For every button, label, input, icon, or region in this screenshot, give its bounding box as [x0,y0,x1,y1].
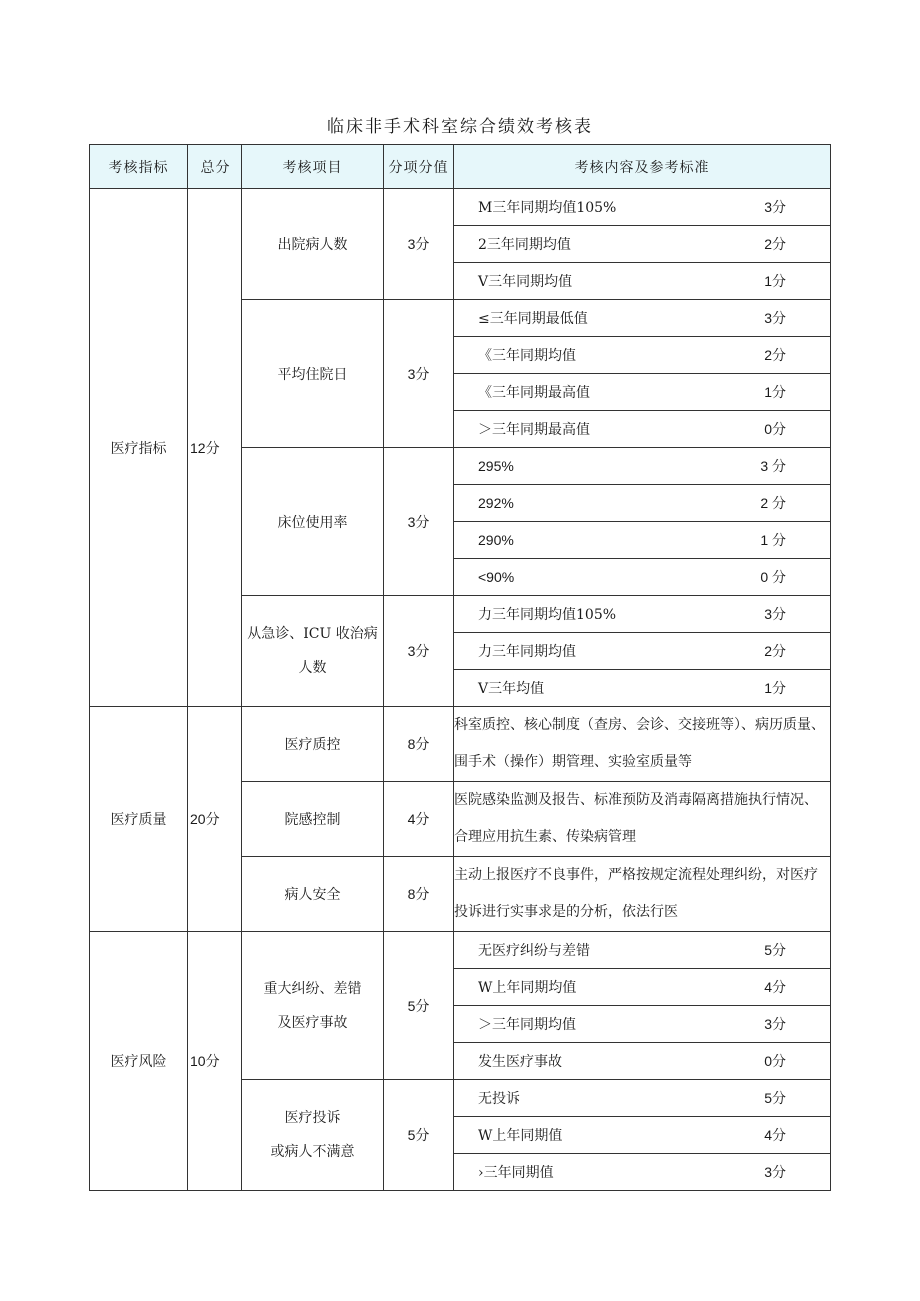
item-name: 平均住院日 [242,300,384,448]
criteria-cell [454,670,831,707]
item-name [242,596,384,707]
criteria-text: V三年均值 [478,681,545,697]
item-name: 病人安全 [242,857,384,932]
item-score: 3分 [384,300,454,448]
item-score: 3分 [384,596,454,707]
header-row [90,145,831,189]
item-name-line1: 医疗投诉 [284,1110,341,1126]
criteria-score: 0分 [764,1053,786,1069]
criteria-cell [454,559,831,596]
indicator-cell: 医疗指标 [90,189,188,707]
criteria-cell [454,374,831,411]
total-cell: 20分 [188,707,242,932]
criteria-cell [454,596,831,633]
item-score: 5分 [384,932,454,1080]
item-name [242,1080,384,1191]
criteria-score: 1分 [764,384,786,400]
criteria-text: 2三年同期均值 [478,237,571,253]
indicator-cell: 医疗风险 [90,932,188,1191]
item-name: 床位使用率 [242,448,384,596]
item-name-line1: 从急诊、ICU 收治病 [247,626,378,642]
criteria-score: 1分 [764,680,786,696]
criteria-text: 295% [478,458,514,474]
header-total: 总分 [188,145,242,189]
criteria-cell [454,969,831,1006]
header-indicator: 考核指标 [90,145,188,189]
item-score: 5分 [384,1080,454,1191]
criteria-cell [454,448,831,485]
criteria-score: 3分 [764,199,786,215]
criteria-score: 5分 [764,942,786,958]
item-name: 出院病人数 [242,189,384,300]
item-name-line2: 及医疗事故 [277,1014,348,1031]
criteria-score: 3分 [764,606,786,622]
criteria-cell [454,411,831,448]
header-item: 考核项目 [242,145,384,189]
criteria-score: 2分 [764,347,786,363]
item-description: 主动上报医疗不良事件，严格按规定流程处理纠纷，对医疗投诉进行实事求是的分析，依法行医 [454,857,831,932]
criteria-text: 《三年同期最高值 [478,385,590,401]
criteria-text: 292% [478,495,514,511]
header-item-score: 分项分值 [384,145,454,189]
criteria-text: V三年同期均值 [478,274,573,290]
criteria-score: 0分 [764,421,786,437]
item-name [242,932,384,1080]
indicator-cell: 医疗质量 [90,707,188,932]
item-score: 8分 [384,707,454,782]
criteria-score: 3分 [764,1164,786,1180]
criteria-cell [454,300,831,337]
criteria-text: W上年同期均值 [478,980,577,996]
criteria-text: ＞三年同期均值 [478,1017,576,1033]
table-row [90,932,831,969]
criteria-cell [454,189,831,226]
item-description: 医院感染监测及报告、标准预防及消毒隔离措施执行情况、合理应用抗生素、传染病管理 [454,782,831,857]
criteria-score: 0 分 [760,569,786,585]
item-name-line1: 重大纠纷、差错 [263,980,362,997]
criteria-text: ≤三年同期最低值 [478,311,588,327]
criteria-score: 3分 [764,310,786,326]
criteria-score: 1 分 [760,532,786,548]
item-description: 科室质控、核心制度（查房、会诊、交接班等）、病历质量、围手术（操作）期管理、实验室质量等 [454,707,831,782]
criteria-cell [454,485,831,522]
item-score: 4分 [384,782,454,857]
criteria-score: 3分 [764,1016,786,1032]
criteria-cell [454,226,831,263]
criteria-cell [454,1154,831,1191]
criteria-score: 4分 [764,979,786,995]
criteria-cell [454,1006,831,1043]
table-row [90,707,831,782]
criteria-text: 力三年同期均值105% [478,607,617,623]
criteria-cell [454,337,831,374]
criteria-score: 2分 [764,236,786,252]
total-cell: 10分 [188,932,242,1191]
criteria-score: 2分 [764,643,786,659]
criteria-text: 无医疗纠纷与差错 [478,943,590,959]
criteria-text: ＞三年同期最高值 [478,422,590,438]
criteria-cell [454,1080,831,1117]
criteria-text: 《三年同期均值 [478,348,576,364]
item-name: 医疗质控 [242,707,384,782]
criteria-cell [454,522,831,559]
item-score: 3分 [384,448,454,596]
criteria-text: <90% [478,569,515,585]
item-name-line2: 或病人不满意 [270,1144,355,1160]
criteria-cell [454,633,831,670]
criteria-cell [454,932,831,969]
item-name: 院感控制 [242,782,384,857]
total-cell: 12分 [188,189,242,707]
criteria-score: 4分 [764,1127,786,1143]
criteria-text: M三年同期均值105% [478,200,617,216]
criteria-text: 发生医疗事故 [478,1054,562,1070]
criteria-cell [454,1117,831,1154]
criteria-text: ›三年同期值 [478,1165,554,1181]
item-name-line2: 人数 [298,660,327,676]
criteria-cell [454,263,831,300]
item-score: 3分 [384,189,454,300]
criteria-text: 力三年同期均值 [478,644,576,660]
table-row [90,189,831,226]
criteria-score: 1分 [764,273,786,289]
page-title: 临床非手术科室综合绩效考核表 [327,117,593,137]
criteria-cell [454,1043,831,1080]
header-criteria: 考核内容及参考标准 [454,145,831,189]
criteria-text: W上年同期值 [478,1128,563,1144]
item-score: 8分 [384,857,454,932]
criteria-score: 3 分 [760,458,786,474]
criteria-score: 5分 [764,1090,786,1106]
criteria-score: 2 分 [760,495,786,511]
criteria-text: 无投诉 [478,1091,520,1107]
criteria-text: 290% [478,532,514,548]
performance-table [89,144,831,1191]
